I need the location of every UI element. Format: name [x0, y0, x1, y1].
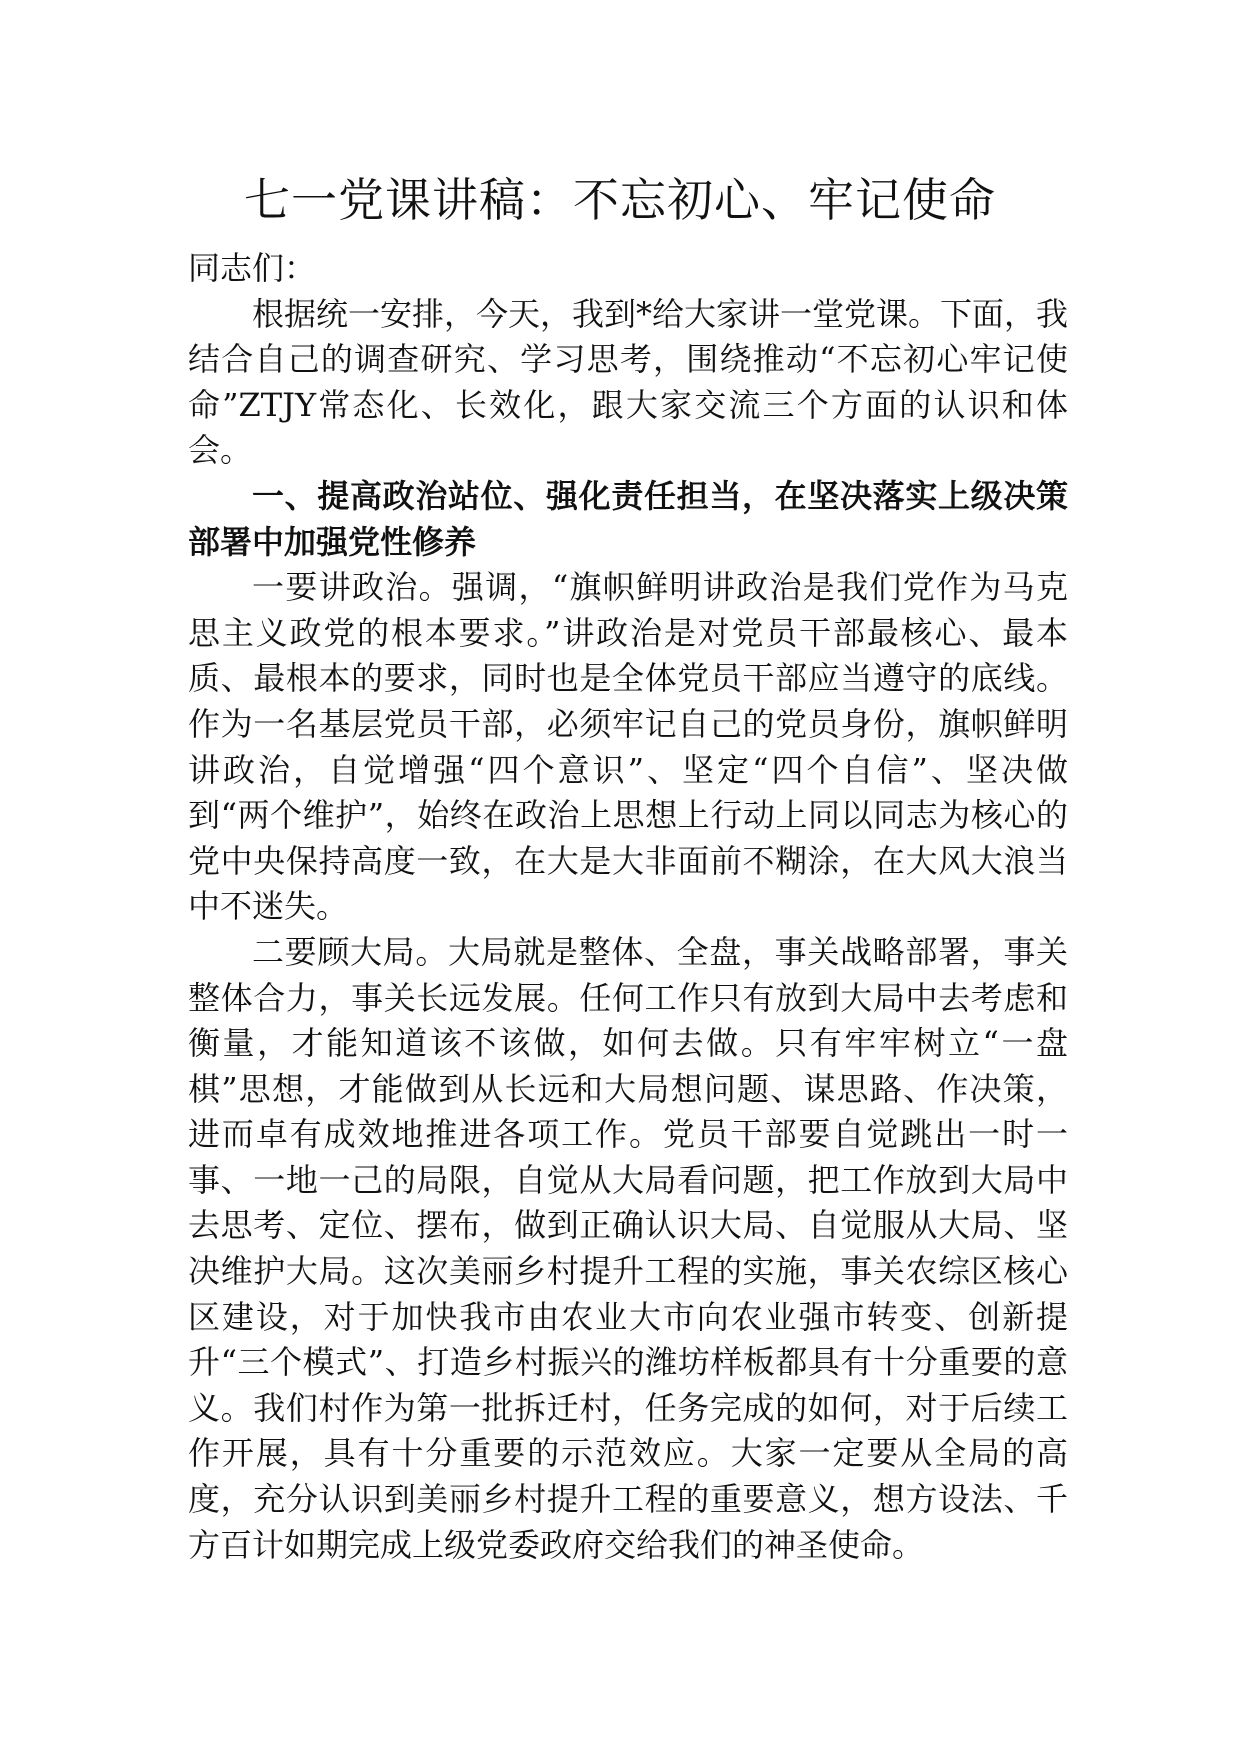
document-body — [188, 246, 1068, 1568]
section-heading-1: 一、提高政治站位、强化责任担当，在坚决落实上级决策部署中加强党性修养 — [188, 476, 1068, 561]
salutation: 同志们： — [188, 249, 317, 287]
paragraph-overall-situation: 二要顾大局。大局就是整体、全盘，事关战略部署，事关整体合力，事关长远发展。任何工作只有放到大局中去考虑和衡量，才能知道该不该做，如何去做。只有牢牢树立“一盘棋”思想，才能做到从长远和大局想问题、谋思路、作决策，进而卓有成效地推进各项工作。党员干部要自觉跳出一时一事、一地一己的局限，自觉从大局看问题，把工作放到大局中去思考、定位、摆布，做到正确认识大局、自觉服从大局、坚决维护大局。这次美丽乡村提升工程的实施，事关农综区核心区建设，对于加快我市由农业大市向农业强市转变、创新提升“三个模式”、打造乡村振兴的潍坊样板都具有十分重要的意义。我们村作为第一批拆迁村，任务完成的如何，对于后续工作开展，具有十分重要的示范效应。大家一定要从全局的高度，充分认识到美丽乡村提升工程的重要意义，想方设法、千方百计如期完成上级党委政府交给我们的神圣使命。 — [188, 932, 1068, 1564]
paragraph-politics: 一要讲政治。强调，“旗帜鲜明讲政治是我们党作为马克思主义政党的根本要求。”讲政治是对党员干部最核心、最本质、最根本的要求，同时也是全体党员干部应当遵守的底线。作为一名基层党员干部，必须牢记自己的党员身份，旗帜鲜明讲政治，自觉增强“四个意识”、坚定“四个自信”、坚决做到“两个维护”，始终在政治上思想上行动上同以同志为核心的党中央保持高度一致，在大是大非面前不糊涂，在大风大浪当中不迷失。 — [188, 568, 1068, 926]
paragraph-intro: 根据统一安排，今天，我到*给大家讲一堂党课。下面，我结合自己的调查研究、学习思考，围绕推动“不忘初心牢记使命”ZTJY常态化、长效化，跟大家交流三个方面的认识和体会。 — [188, 294, 1069, 470]
document-title: 七一党课讲稿：不忘初心、牢记使命 — [244, 173, 996, 227]
